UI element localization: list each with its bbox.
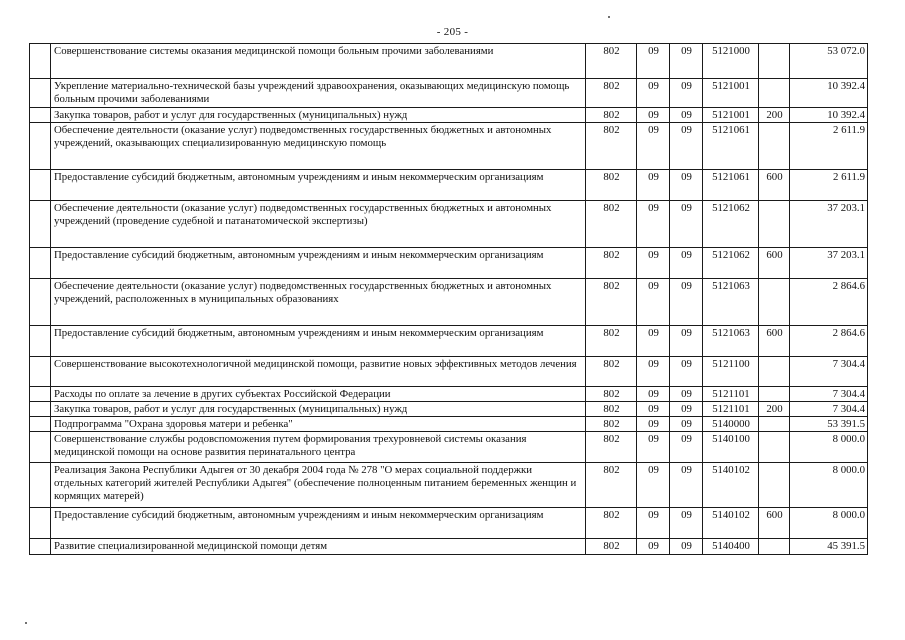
row-section-code: 09 — [637, 279, 670, 326]
row-section-code: 09 — [637, 357, 670, 387]
page-number: - 205 - — [436, 26, 469, 38]
table-row — [30, 201, 868, 248]
table-row — [30, 79, 868, 108]
budget-table — [29, 43, 868, 555]
row-expense-type: 600 — [759, 326, 790, 357]
row-index-cell — [30, 79, 51, 108]
row-subsection-code: 09 — [670, 402, 703, 417]
table-row — [30, 123, 868, 170]
row-ved-code: 802 — [586, 44, 637, 79]
row-subsection-code: 09 — [670, 79, 703, 108]
row-ved-code: 802 — [586, 508, 637, 539]
table-row — [30, 357, 868, 387]
row-section-code: 09 — [637, 432, 670, 463]
row-subsection-code: 09 — [670, 44, 703, 79]
row-index-cell — [30, 123, 51, 170]
row-index-cell — [30, 326, 51, 357]
row-ved-code: 802 — [586, 463, 637, 508]
row-target-code: 5121101 — [703, 387, 759, 402]
row-subsection-code: 09 — [670, 417, 703, 432]
row-section-code: 09 — [637, 402, 670, 417]
row-section-code: 09 — [637, 417, 670, 432]
row-amount: 7 304.4 — [790, 387, 868, 402]
row-target-code: 5140000 — [703, 417, 759, 432]
row-name: Обеспечение деятельности (оказание услуг) подведомственных государственных бюджетных и автономных учреждений, расположенных в муниципальных образованиях — [51, 279, 586, 326]
row-target-code: 5140102 — [703, 508, 759, 539]
row-ved-code: 802 — [586, 79, 637, 108]
row-amount: 8 000.0 — [790, 463, 868, 508]
row-amount: 10 392.4 — [790, 79, 868, 108]
row-amount: 10 392.4 — [790, 108, 868, 123]
row-amount: 7 304.4 — [790, 402, 868, 417]
row-subsection-code: 09 — [670, 508, 703, 539]
table-row — [30, 279, 868, 326]
row-amount: 8 000.0 — [790, 508, 868, 539]
row-amount: 2 611.9 — [790, 123, 868, 170]
row-target-code: 5121001 — [703, 108, 759, 123]
row-index-cell — [30, 357, 51, 387]
row-target-code: 5121062 — [703, 248, 759, 279]
row-name: Развитие специализированной медицинской помощи детям — [51, 539, 586, 555]
table-row — [30, 387, 868, 402]
row-section-code: 09 — [637, 123, 670, 170]
row-index-cell — [30, 248, 51, 279]
row-ved-code: 802 — [586, 248, 637, 279]
row-ved-code: 802 — [586, 279, 637, 326]
table-body — [30, 44, 868, 555]
row-name: Предоставление субсидий бюджетным, автономным учреждениям и иным некоммерческим организациям — [51, 508, 586, 539]
row-ved-code: 802 — [586, 123, 637, 170]
row-name: Предоставление субсидий бюджетным, автономным учреждениям и иным некоммерческим организациям — [51, 326, 586, 357]
row-index-cell — [30, 539, 51, 555]
row-section-code: 09 — [637, 248, 670, 279]
row-target-code: 5121000 — [703, 44, 759, 79]
row-section-code: 09 — [637, 539, 670, 555]
row-expense-type: 600 — [759, 248, 790, 279]
row-ved-code: 802 — [586, 357, 637, 387]
row-expense-type — [759, 432, 790, 463]
row-amount: 53 391.5 — [790, 417, 868, 432]
row-ved-code: 802 — [586, 326, 637, 357]
row-expense-type — [759, 201, 790, 248]
table-row — [30, 44, 868, 79]
table-row — [30, 417, 868, 432]
row-target-code: 5121100 — [703, 357, 759, 387]
row-section-code: 09 — [637, 79, 670, 108]
row-ved-code: 802 — [586, 417, 637, 432]
row-subsection-code: 09 — [670, 357, 703, 387]
row-amount: 2 864.6 — [790, 279, 868, 326]
row-subsection-code: 09 — [670, 248, 703, 279]
row-name: Расходы по оплате за лечение в других субъектах Российской Федерации — [51, 387, 586, 402]
row-subsection-code: 09 — [670, 201, 703, 248]
row-expense-type — [759, 539, 790, 555]
row-index-cell — [30, 387, 51, 402]
row-amount: 37 203.1 — [790, 201, 868, 248]
row-subsection-code: 09 — [670, 123, 703, 170]
row-amount: 7 304.4 — [790, 357, 868, 387]
row-name: Обеспечение деятельности (оказание услуг) подведомственных государственных бюджетных и автономных учреждений, оказывающих специализированную медицинскую помощь — [51, 123, 586, 170]
row-subsection-code: 09 — [670, 279, 703, 326]
row-section-code: 09 — [637, 387, 670, 402]
row-expense-type — [759, 357, 790, 387]
scan-speck — [608, 16, 610, 18]
table-row — [30, 463, 868, 508]
row-ved-code: 802 — [586, 108, 637, 123]
row-expense-type: 600 — [759, 508, 790, 539]
row-ved-code: 802 — [586, 387, 637, 402]
row-subsection-code: 09 — [670, 387, 703, 402]
row-target-code: 5140100 — [703, 432, 759, 463]
row-amount: 2 864.6 — [790, 326, 868, 357]
row-subsection-code: 09 — [670, 326, 703, 357]
row-target-code: 5121061 — [703, 123, 759, 170]
row-name: Предоставление субсидий бюджетным, автономным учреждениям и иным некоммерческим организациям — [51, 248, 586, 279]
table-row — [30, 402, 868, 417]
table-row — [30, 432, 868, 463]
row-ved-code: 802 — [586, 170, 637, 201]
row-target-code: 5121063 — [703, 279, 759, 326]
row-index-cell — [30, 170, 51, 201]
row-section-code: 09 — [637, 170, 670, 201]
row-name: Реализация Закона Республики Адыгея от 30 декабря 2004 года № 278 "О мерах социальной поддержки отдельных категорий жителей Республики Адыгея" (обеспечение полноценным питанием беременных женщин и кормящих матерей) — [51, 463, 586, 508]
row-amount: 2 611.9 — [790, 170, 868, 201]
row-name: Закупка товаров, работ и услуг для государственных (муниципальных) нужд — [51, 402, 586, 417]
row-section-code: 09 — [637, 201, 670, 248]
row-ved-code: 802 — [586, 432, 637, 463]
row-name: Обеспечение деятельности (оказание услуг) подведомственных государственных бюджетных и автономных учреждений (проведение судебной и патанатомической экспертизы) — [51, 201, 586, 248]
row-index-cell — [30, 417, 51, 432]
row-index-cell — [30, 432, 51, 463]
row-section-code: 09 — [637, 108, 670, 123]
table-row — [30, 508, 868, 539]
scan-speck — [25, 622, 27, 624]
row-target-code: 5121062 — [703, 201, 759, 248]
row-target-code: 5121001 — [703, 79, 759, 108]
row-expense-type: 200 — [759, 108, 790, 123]
row-name: Укрепление материально-технической базы учреждений здравоохранения, оказывающих медицинскую помощь больным прочими заболеваниями — [51, 79, 586, 108]
row-amount: 45 391.5 — [790, 539, 868, 555]
row-section-code: 09 — [637, 463, 670, 508]
row-index-cell — [30, 508, 51, 539]
row-section-code: 09 — [637, 508, 670, 539]
table-row — [30, 326, 868, 357]
row-expense-type — [759, 417, 790, 432]
row-expense-type — [759, 387, 790, 402]
row-index-cell — [30, 44, 51, 79]
row-expense-type — [759, 463, 790, 508]
row-name: Подпрограмма "Охрана здоровья матери и ребенка" — [51, 417, 586, 432]
row-expense-type — [759, 123, 790, 170]
row-expense-type — [759, 79, 790, 108]
row-expense-type — [759, 279, 790, 326]
row-target-code: 5121061 — [703, 170, 759, 201]
row-ved-code: 802 — [586, 402, 637, 417]
row-amount: 37 203.1 — [790, 248, 868, 279]
row-name: Совершенствование высокотехнологичной медицинской помощи, развитие новых эффективных методов лечения — [51, 357, 586, 387]
row-ved-code: 802 — [586, 201, 637, 248]
row-expense-type — [759, 44, 790, 79]
row-subsection-code: 09 — [670, 432, 703, 463]
row-name: Предоставление субсидий бюджетным, автономным учреждениям и иным некоммерческим организациям — [51, 170, 586, 201]
row-index-cell — [30, 402, 51, 417]
row-target-code: 5140102 — [703, 463, 759, 508]
table-row — [30, 248, 868, 279]
row-target-code: 5121101 — [703, 402, 759, 417]
row-target-code: 5140400 — [703, 539, 759, 555]
row-index-cell — [30, 463, 51, 508]
row-subsection-code: 09 — [670, 463, 703, 508]
table-row — [30, 170, 868, 201]
row-amount: 8 000.0 — [790, 432, 868, 463]
row-subsection-code: 09 — [670, 539, 703, 555]
row-subsection-code: 09 — [670, 108, 703, 123]
row-target-code: 5121063 — [703, 326, 759, 357]
row-name: Совершенствование службы родовспоможения путем формирования трехуровневой системы оказания медицинской помощи на основе развития перинатального центра — [51, 432, 586, 463]
row-index-cell — [30, 201, 51, 248]
table-row — [30, 108, 868, 123]
row-amount: 53 072.0 — [790, 44, 868, 79]
table-row — [30, 539, 868, 555]
row-index-cell — [30, 108, 51, 123]
row-section-code: 09 — [637, 44, 670, 79]
row-index-cell — [30, 279, 51, 326]
row-ved-code: 802 — [586, 539, 637, 555]
row-section-code: 09 — [637, 326, 670, 357]
row-expense-type: 200 — [759, 402, 790, 417]
row-name: Совершенствование системы оказания медицинской помощи больным прочими заболеваниями — [51, 44, 586, 79]
row-subsection-code: 09 — [670, 170, 703, 201]
row-name: Закупка товаров, работ и услуг для государственных (муниципальных) нужд — [51, 108, 586, 123]
row-expense-type: 600 — [759, 170, 790, 201]
